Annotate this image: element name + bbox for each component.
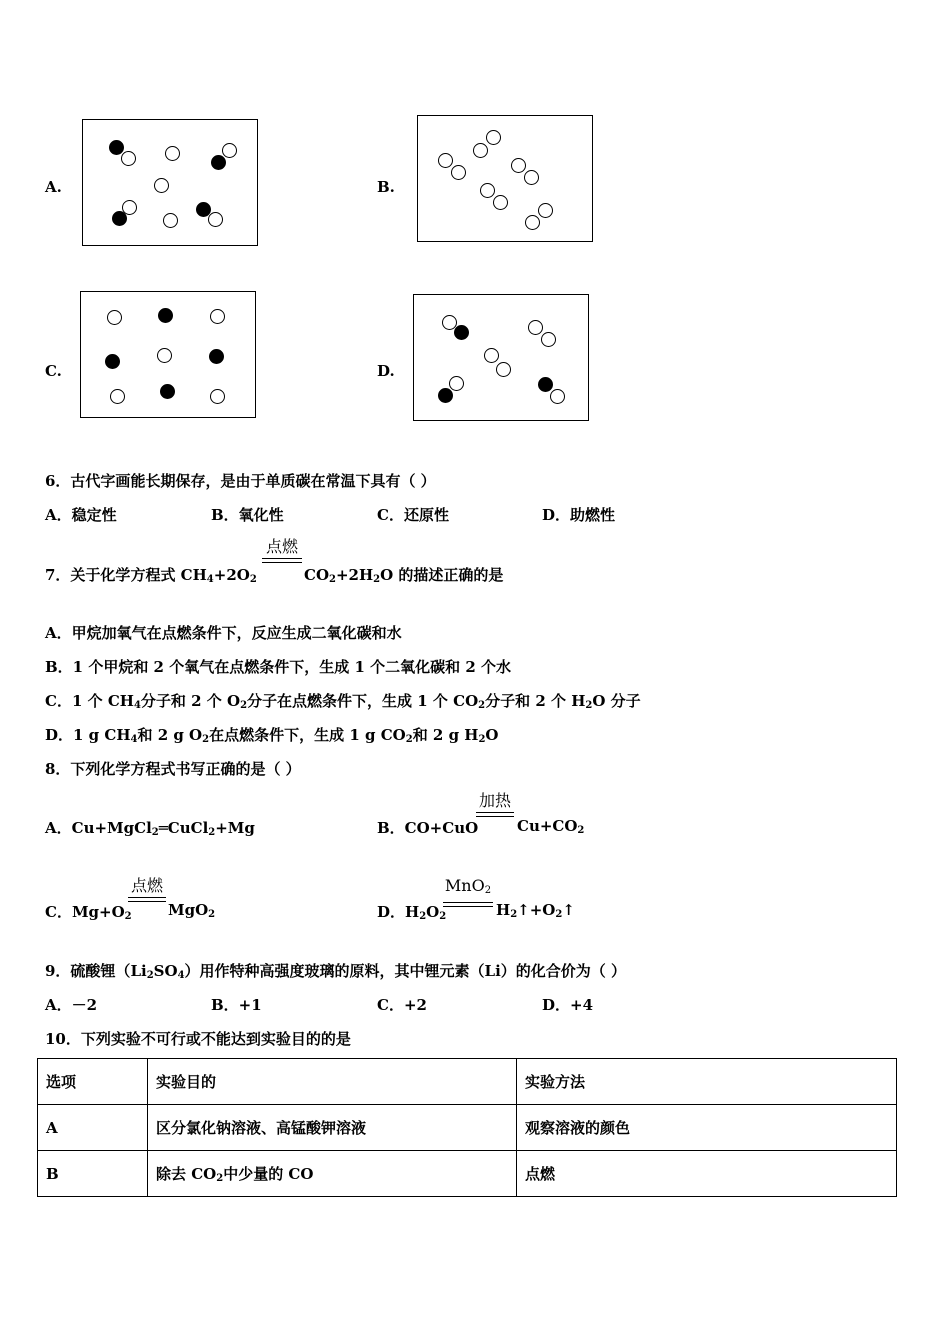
header-option: 选项 (38, 1059, 148, 1105)
q8-option-c-rhs: MgO$_2$ (168, 901, 216, 920)
atom-white (222, 143, 237, 158)
table-row (38, 1105, 897, 1151)
atom-white (107, 310, 122, 325)
atom-black (158, 308, 173, 323)
q8-option-d-lhs: D．$H_2O_2$ (377, 903, 447, 922)
q5-diagram-b (417, 115, 593, 242)
atom-white (210, 309, 225, 324)
q9-option-a: A．－2 (45, 996, 98, 1014)
atom-white (154, 178, 169, 193)
atom-black (209, 349, 224, 364)
q8-d-condition: MnO$_2$ (443, 877, 493, 907)
q7-option-d: D．1 g $CH_4$和 2 g $O_2$在点燃条件下，生成 1 g $CO_2$和 2 g $H_2O$ (45, 726, 499, 745)
q8-c-condition: 点燃 (128, 877, 166, 902)
q7-option-c: C．1 个 $CH_4$分子和 2 个 $O_2$分子在点燃条件下，生成 1 个 $CO_2$分子和 2 个 $H_2O$ 分子 (45, 692, 641, 711)
atom-white (550, 389, 565, 404)
q6-stem: 6．古代字画能长期保存，是由于单质碳在常温下具有（ ） (45, 472, 436, 490)
q6-option-d: D．助燃性 (542, 506, 616, 524)
atom-white (511, 158, 526, 173)
header-goal: 实验目的 (148, 1059, 517, 1105)
q6-option-a: A．稳定性 (45, 506, 117, 524)
atom-black (538, 377, 553, 392)
q9-option-b: B．+1 (211, 996, 262, 1014)
atom-white (110, 389, 125, 404)
q8-option-b-lhs: B．CO+CuO (377, 819, 479, 837)
atom-black (160, 384, 175, 399)
q7-stem: 7．关于化学方程式 $CH_4+2O_2$ (45, 566, 257, 585)
atom-black (438, 388, 453, 403)
q8-option-c-lhs: C．$Mg+O_2$ (45, 903, 132, 922)
q9-stem: 9．硫酸锂$(Li_2SO_4)$用作特种高强度玻璃的原料，其中锂元素（Li）的化合价为（ ） (45, 962, 627, 981)
cell-method: 观察溶液的颜色 (517, 1105, 897, 1151)
cell-method: 点燃 (517, 1151, 897, 1197)
table-header-row (38, 1059, 897, 1105)
q6-option-b: B．氧化性 (211, 506, 284, 524)
atom-white (486, 130, 501, 145)
atom-white (473, 143, 488, 158)
q9-option-c: C．+2 (377, 996, 427, 1014)
atom-white (157, 348, 172, 363)
atom-white (525, 215, 540, 230)
atom-black (112, 211, 127, 226)
q8-option-d-rhs: $H_2↑+O_2↑$ (496, 901, 575, 920)
q5-option-b-label: B. (377, 178, 395, 196)
atom-white (163, 213, 178, 228)
atom-white (208, 212, 223, 227)
q8-option-a: A．Cu+MgCl$_2$═CuCl$_2$+Mg (45, 819, 255, 838)
atom-black (105, 354, 120, 369)
cell-goal: 除去 $CO_2$中少量的 CO (148, 1151, 517, 1197)
experiment-table (37, 1058, 897, 1197)
q5-option-c-label: C. (45, 362, 62, 380)
q9-option-d: D．+4 (542, 996, 594, 1014)
atom-white (528, 320, 543, 335)
atom-black (211, 155, 226, 170)
q7-stem-rhs: $CO_2+2H_2O$ 的描述正确的是 (304, 566, 504, 585)
q5-diagram-c (80, 291, 256, 418)
atom-white (496, 362, 511, 377)
cell-option: B (38, 1151, 148, 1197)
header-method: 实验方法 (517, 1059, 897, 1105)
atom-white (165, 146, 180, 161)
atom-white (538, 203, 553, 218)
atom-black (454, 325, 469, 340)
q5-option-a-label: A. (45, 178, 62, 196)
atom-white (480, 183, 495, 198)
q5-diagram-d (413, 294, 589, 421)
q7-option-a: A．甲烷加氧气在点燃条件下，反应生成二氧化碳和水 (45, 624, 402, 642)
q5-diagram-a (82, 119, 258, 246)
atom-white (524, 170, 539, 185)
atom-white (541, 332, 556, 347)
q8-b-condition: 加热 (476, 792, 514, 817)
q7-option-b: B．1 个甲烷和 2 个氧气在点燃条件下，生成 1 个二氧化碳和 2 个水 (45, 658, 511, 676)
atom-white (484, 348, 499, 363)
cell-option: A (38, 1105, 148, 1151)
table-row (38, 1151, 897, 1197)
q8-option-b-rhs: $Cu+CO_2$ (517, 817, 585, 836)
q6-option-c: C．还原性 (377, 506, 449, 524)
atom-white (121, 151, 136, 166)
q10-stem: 10．下列实验不可行或不能达到实验目的的是 (45, 1030, 351, 1048)
atom-white (210, 389, 225, 404)
atom-white (438, 153, 453, 168)
atom-white (449, 376, 464, 391)
q8-stem: 8．下列化学方程式书写正确的是（ ） (45, 760, 301, 778)
atom-white (451, 165, 466, 180)
q5-option-d-label: D. (377, 362, 395, 380)
cell-goal: 区分氯化钠溶液、高锰酸钾溶液 (148, 1105, 517, 1151)
atom-white (493, 195, 508, 210)
q7-reaction-condition: 点燃 (262, 538, 302, 563)
